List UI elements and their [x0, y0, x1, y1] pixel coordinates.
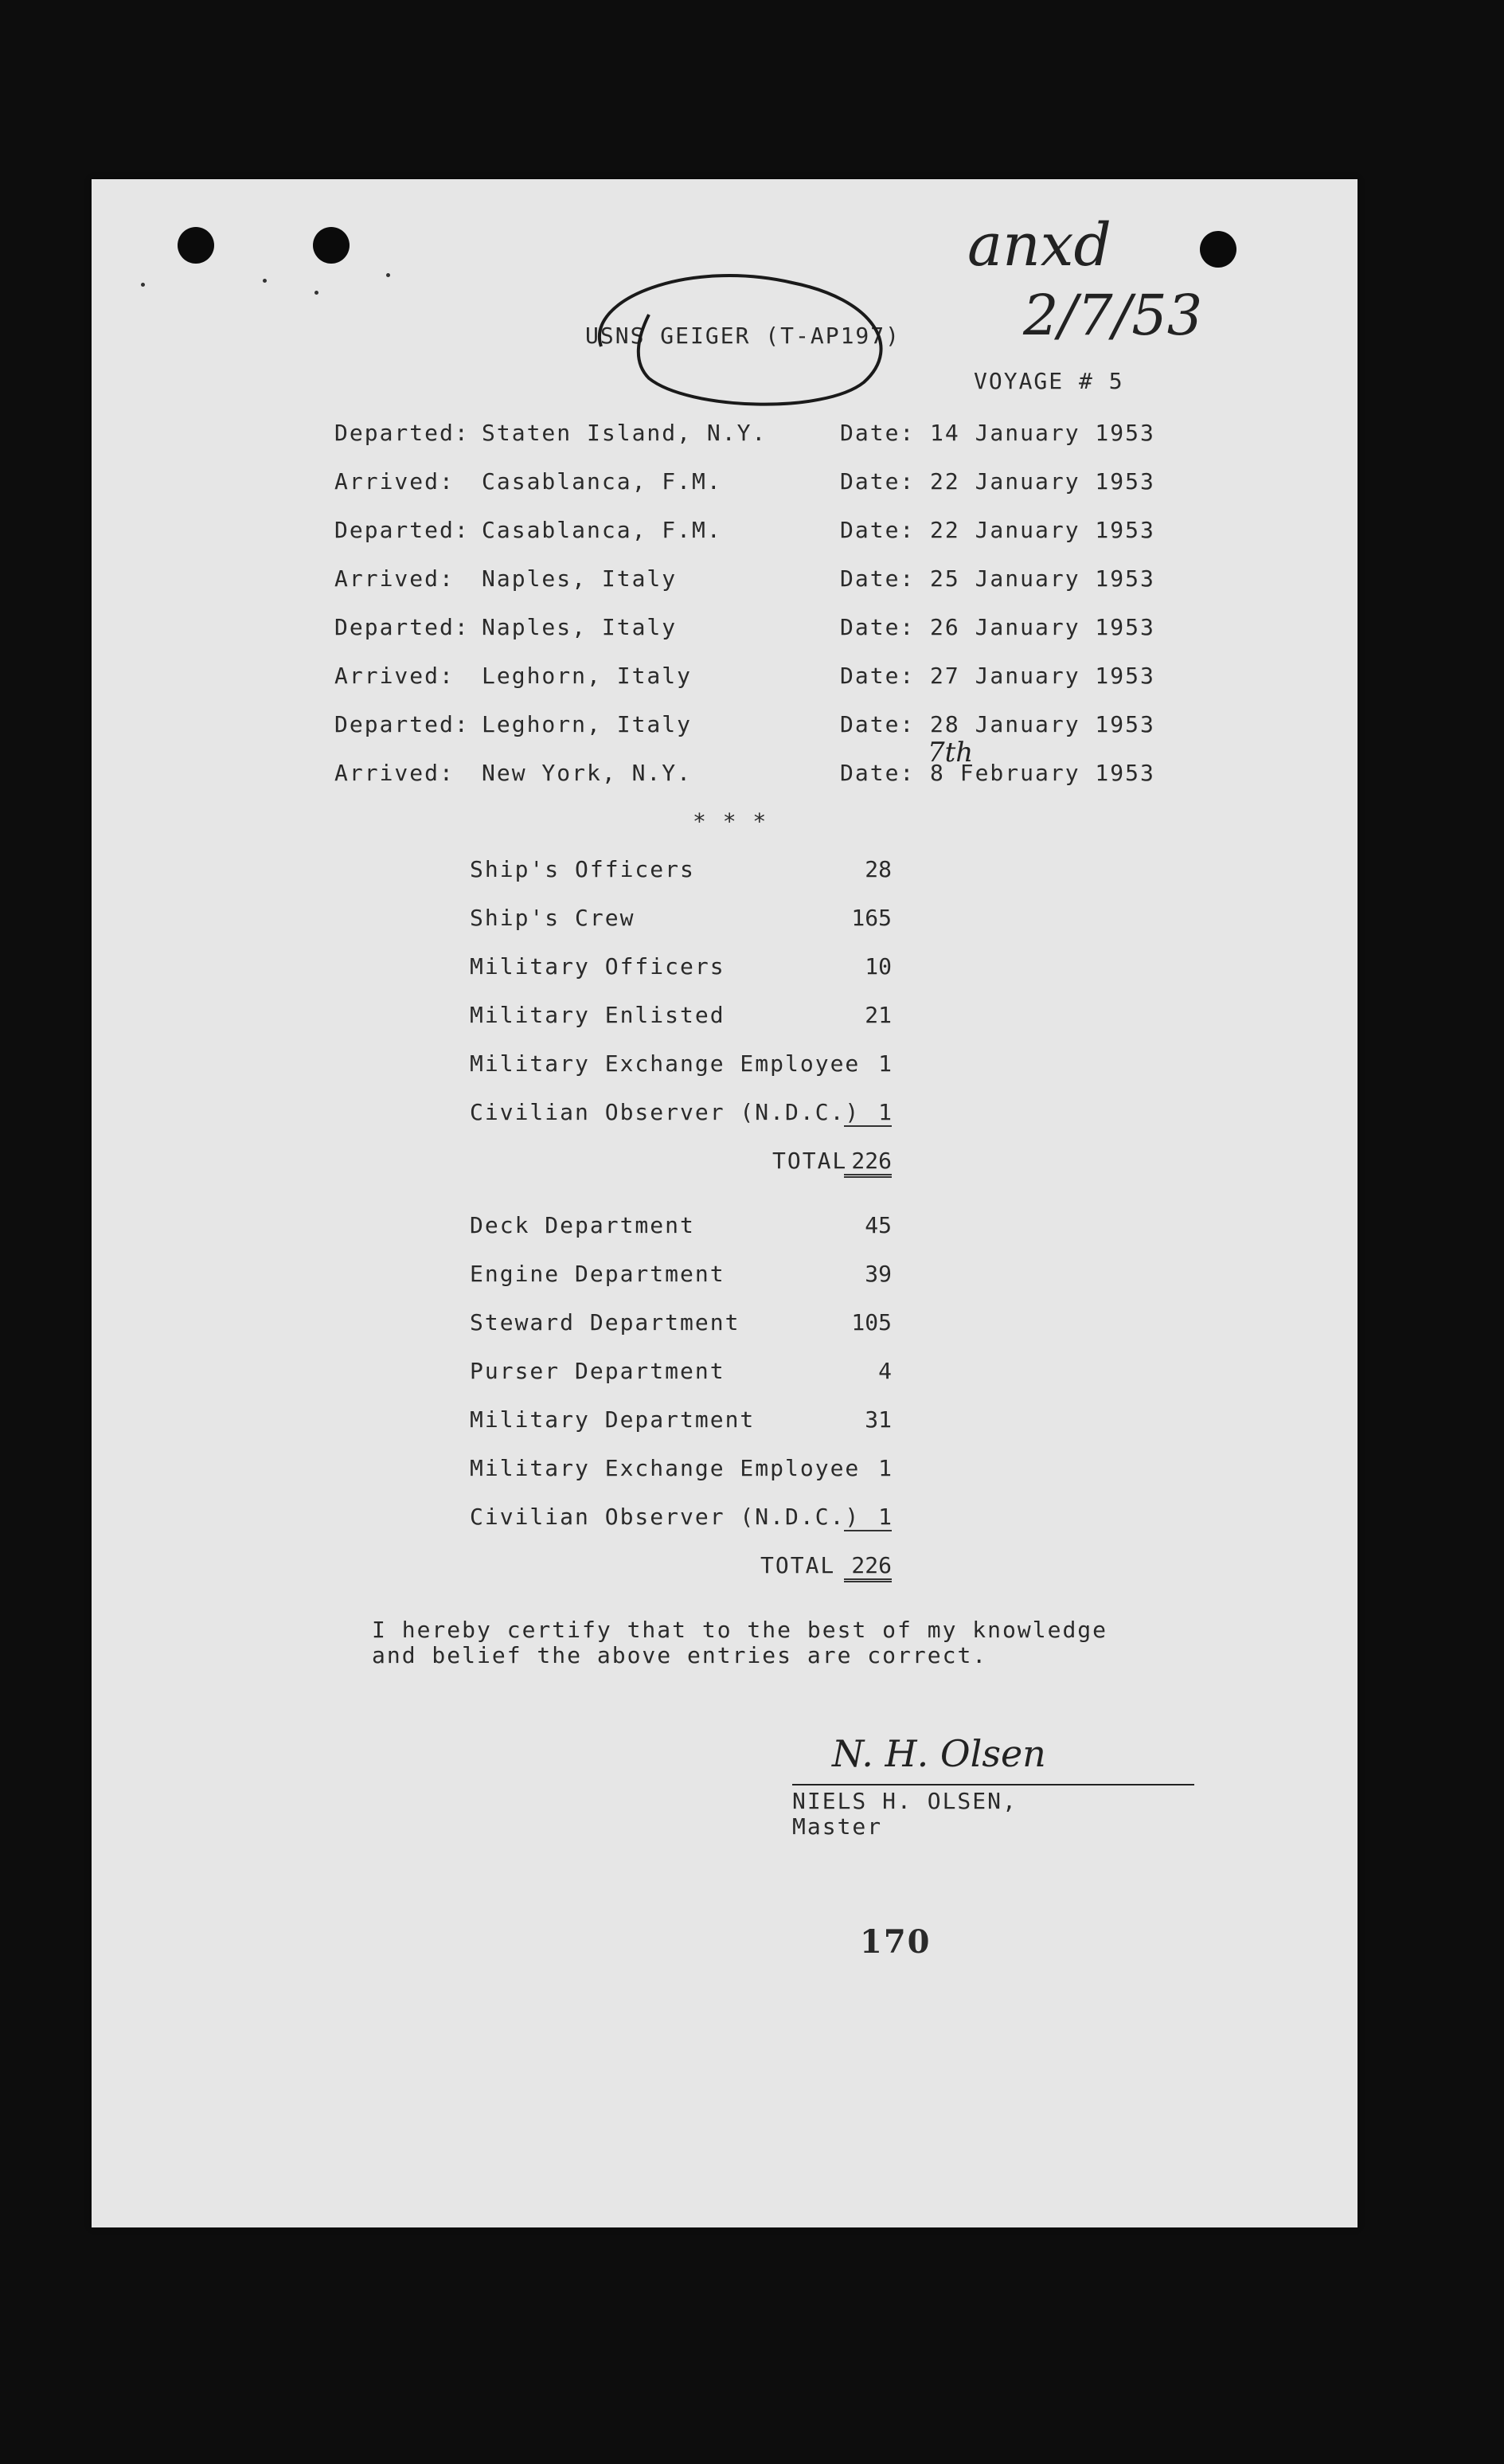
itinerary-date-label: Date: — [840, 663, 916, 689]
itinerary-date-label: Date: — [840, 420, 916, 446]
personnel-label: Ship's Crew — [470, 905, 635, 931]
department-value: 1 — [844, 1504, 892, 1531]
personnel-value: 165 — [851, 905, 892, 931]
itinerary-action: Arrived: — [334, 760, 455, 786]
punch-hole-middle — [313, 227, 350, 264]
department-total-value: 226 — [844, 1552, 892, 1582]
department-value: 31 — [865, 1406, 892, 1433]
itinerary-place: Leghorn, Italy — [482, 663, 693, 689]
personnel-label: Military Exchange Employee — [470, 1050, 861, 1077]
itinerary-date-label: Date: — [840, 614, 916, 640]
document-page — [92, 179, 1358, 2227]
itinerary-action: Arrived: — [334, 565, 455, 592]
itinerary-action: Departed: — [334, 711, 470, 737]
itinerary-place: Staten Island, N.Y. — [482, 420, 768, 446]
personnel-total-value: 226 — [844, 1148, 892, 1178]
personnel-label: Civilian Observer (N.D.C.) — [470, 1099, 861, 1125]
itinerary-date-label: Date: — [840, 565, 916, 592]
department-label: Military Exchange Employee — [470, 1455, 861, 1481]
itinerary-action: Arrived: — [334, 468, 455, 495]
itinerary-date-label: Date: — [840, 517, 916, 543]
certification-line-1: I hereby certify that to the best of my knowledge — [372, 1617, 1108, 1643]
personnel-value: 21 — [865, 1002, 892, 1028]
itinerary-date: 22 January 1953 — [930, 517, 1155, 543]
department-value: 1 — [878, 1455, 892, 1481]
itinerary-action: Departed: — [334, 614, 470, 640]
department-label: Purser Department — [470, 1358, 725, 1384]
department-label: Deck Department — [470, 1212, 695, 1238]
department-value: 105 — [851, 1309, 892, 1336]
itinerary-place: New York, N.Y. — [482, 760, 693, 786]
department-label: Civilian Observer (N.D.C.) — [470, 1504, 861, 1530]
punch-hole-right — [1200, 231, 1236, 268]
itinerary-action: Departed: — [334, 420, 470, 446]
itinerary-action: Departed: — [334, 517, 470, 543]
itinerary-date: 8 February 1953 — [930, 760, 1155, 786]
department-value: 4 — [878, 1358, 892, 1384]
department-value: 39 — [865, 1261, 892, 1287]
separator: * * * — [693, 808, 768, 835]
signer-title: Master — [792, 1813, 883, 1840]
itinerary-place: Leghorn, Italy — [482, 711, 693, 737]
department-label: Steward Department — [470, 1309, 740, 1336]
page-number: 170 — [860, 1923, 932, 1961]
speck — [386, 273, 390, 277]
ship-name: USNS GEIGER (T-AP197) — [585, 323, 901, 349]
handwritten-note: anxd — [967, 211, 1111, 280]
itinerary-place: Casablanca, F.M. — [482, 517, 722, 543]
handwritten-correction: 7th — [928, 737, 974, 769]
circled-annotation — [569, 251, 912, 410]
punch-hole-left — [178, 227, 214, 264]
department-value: 45 — [865, 1212, 892, 1238]
itinerary-action: Arrived: — [334, 663, 455, 689]
certification-line-2: and belief the above entries are correct. — [372, 1642, 988, 1668]
personnel-label: Military Enlisted — [470, 1002, 725, 1028]
handwritten-date: 2/7/53 — [1023, 283, 1203, 348]
itinerary-place: Casablanca, F.M. — [482, 468, 722, 495]
itinerary-date: 25 January 1953 — [930, 565, 1155, 592]
voyage-number: VOYAGE # 5 — [974, 368, 1124, 394]
itinerary-place: Naples, Italy — [482, 565, 678, 592]
personnel-label: Ship's Officers — [470, 856, 695, 882]
personnel-total-label: TOTAL — [772, 1148, 848, 1174]
itinerary-place: Naples, Italy — [482, 614, 678, 640]
itinerary-date: 28 January 1953 — [930, 711, 1155, 737]
department-label: Military Department — [470, 1406, 756, 1433]
itinerary-date-label: Date: — [840, 760, 916, 786]
signature-line — [792, 1784, 1194, 1785]
itinerary-date: 26 January 1953 — [930, 614, 1155, 640]
speck — [263, 279, 267, 283]
itinerary-date-label: Date: — [840, 711, 916, 737]
department-total-label: TOTAL — [760, 1552, 836, 1578]
itinerary-date-label: Date: — [840, 468, 916, 495]
personnel-value: 1 — [844, 1099, 892, 1127]
speck — [314, 291, 318, 295]
personnel-value: 28 — [865, 856, 892, 882]
itinerary-date: 27 January 1953 — [930, 663, 1155, 689]
itinerary-date: 22 January 1953 — [930, 468, 1155, 495]
personnel-value: 10 — [865, 953, 892, 980]
signer-name: NIELS H. OLSEN, — [792, 1788, 1018, 1814]
itinerary-date: 14 January 1953 — [930, 420, 1155, 446]
personnel-label: Military Officers — [470, 953, 725, 980]
personnel-value: 1 — [878, 1050, 892, 1077]
department-label: Engine Department — [470, 1261, 725, 1287]
signature: N. H. Olsen — [832, 1732, 1046, 1775]
speck — [141, 283, 145, 287]
